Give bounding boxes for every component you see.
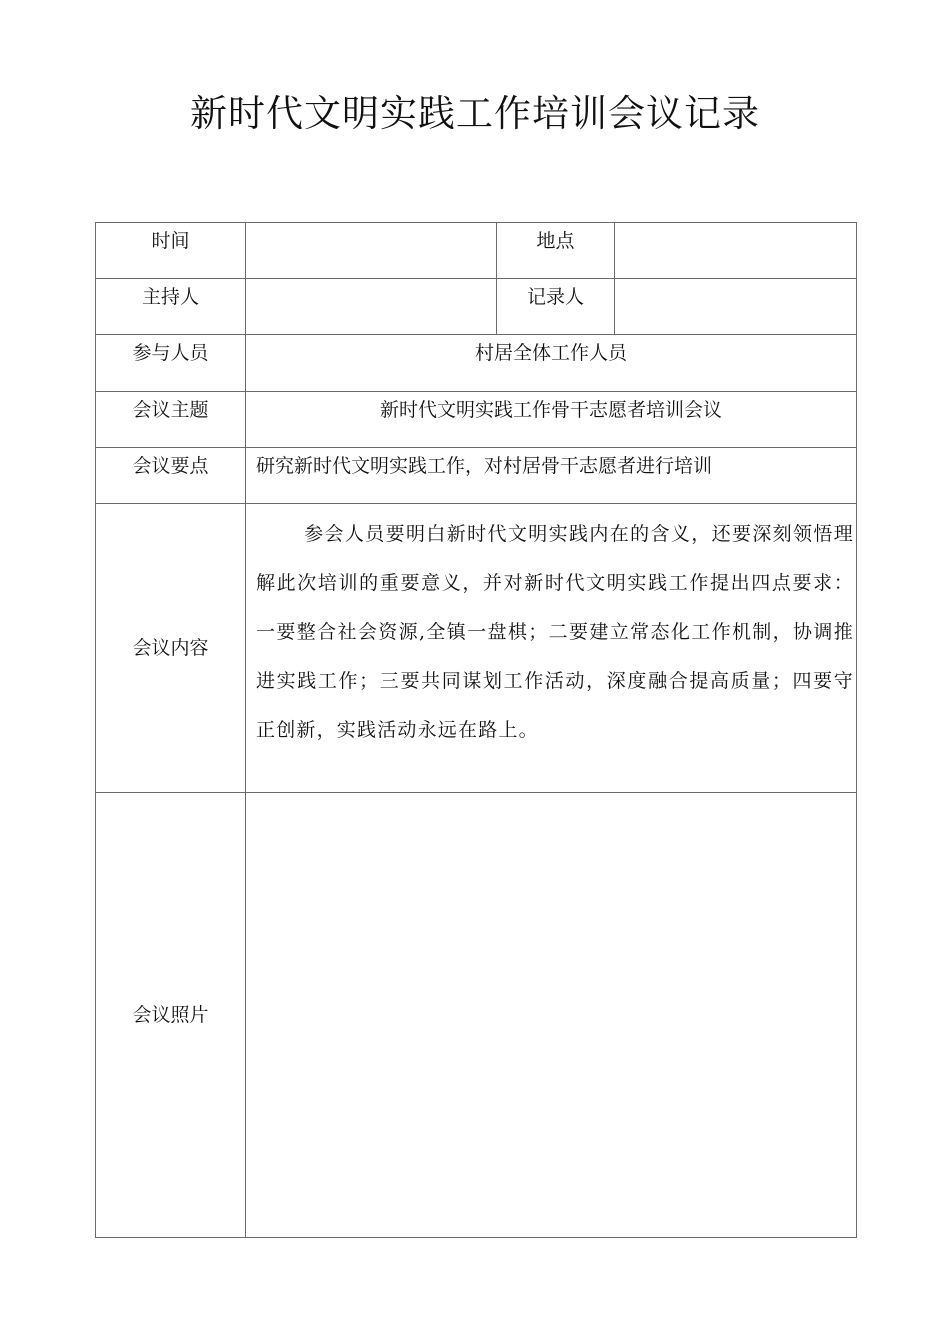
time-value <box>246 223 497 279</box>
row-participants <box>96 335 857 392</box>
photos-label: 会议照片 <box>96 793 246 1238</box>
participants-label: 参与人员 <box>96 335 246 392</box>
keypoints-value: 研究新时代文明实践工作，对村居骨干志愿者进行培训 <box>246 448 857 504</box>
recorder-label: 记录人 <box>497 279 615 335</box>
content-label: 会议内容 <box>96 504 246 793</box>
photos-area <box>246 793 857 1238</box>
host-value <box>246 279 497 335</box>
row-content <box>96 504 857 793</box>
theme-value: 新时代文明实践工作骨干志愿者培训会议 <box>246 392 857 448</box>
meeting-record-table <box>95 222 857 1238</box>
recorder-value <box>615 279 857 335</box>
document-title: 新时代文明实践工作培训会议记录 <box>190 92 760 135</box>
row-keypoints <box>96 448 857 504</box>
keypoints-label: 会议要点 <box>96 448 246 504</box>
host-label: 主持人 <box>96 279 246 335</box>
row-time-place <box>96 223 857 279</box>
theme-label: 会议主题 <box>96 392 246 448</box>
row-theme <box>96 392 857 448</box>
participants-value: 村居全体工作人员 <box>246 335 857 392</box>
row-photos <box>96 793 857 1238</box>
content-value: 参会人员要明白新时代文明实践内在的含义，还要深刻领悟理解此次培训的重要意义，并对新时代文明实践工作提出四点要求：一要整合社会资源,全镇一盘棋；二要建立常态化工作机制，协调推进实践工作；三要共同谋划工作活动，深度融合提高质量；四要守正创新，实践活动永远在路上。 <box>256 523 854 741</box>
time-label: 时间 <box>96 223 246 279</box>
content-cell <box>246 504 857 793</box>
row-host-recorder <box>96 279 857 335</box>
place-value <box>615 223 857 279</box>
place-label: 地点 <box>497 223 615 279</box>
